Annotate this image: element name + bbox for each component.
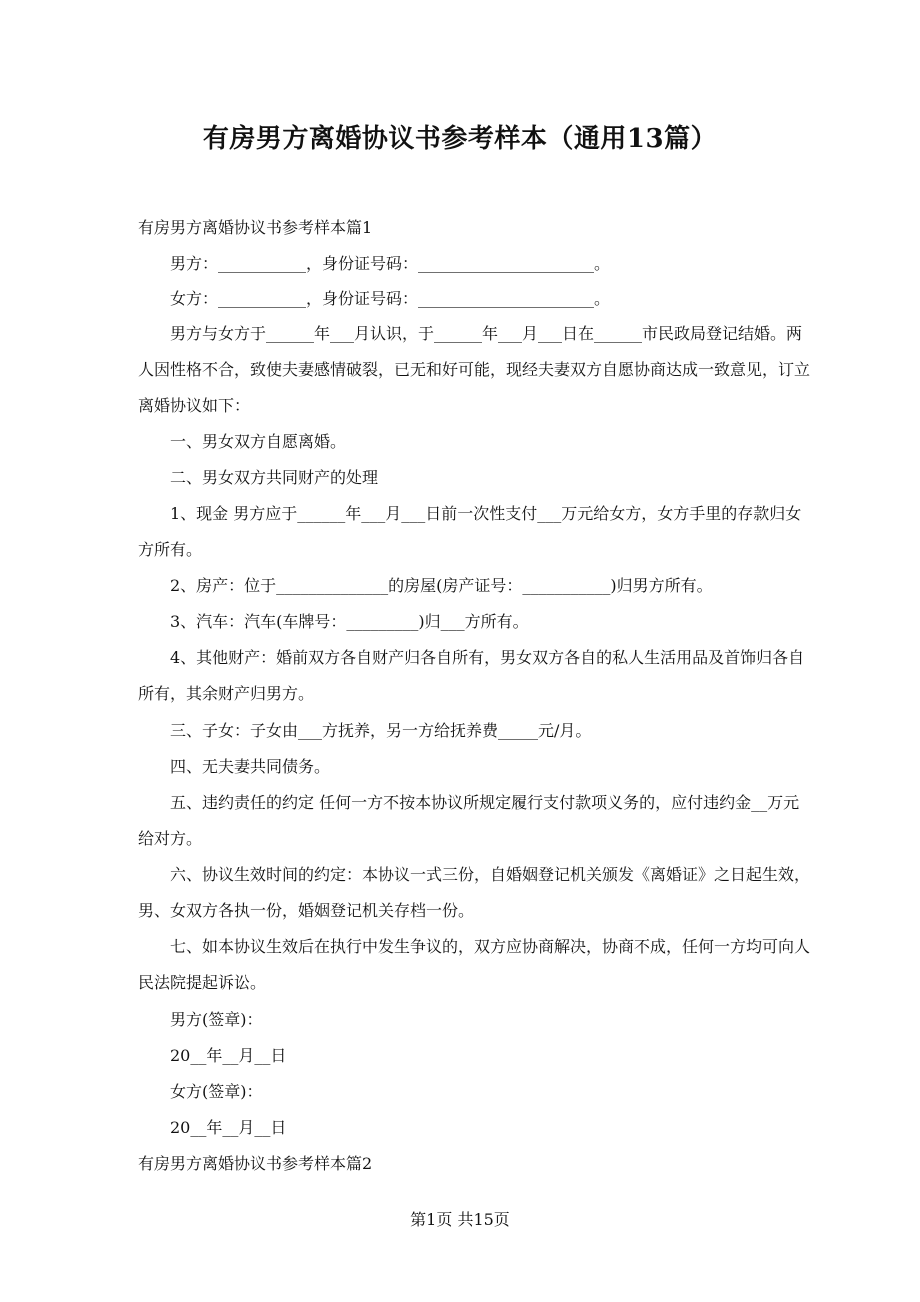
intro-paragraph-line: 离婚协议如下： [138, 396, 251, 415]
male-signature-label: 男方(签章)： [170, 1010, 263, 1029]
male-signature-date: 20__年__月__日 [170, 1046, 287, 1065]
page-number: 第1页 共15页 [410, 1210, 510, 1229]
effective-clause-line: 六、协议生效时间的约定：本协议一式三份，自婚姻登记机关颁发《离婚证》之日起生效， [170, 865, 811, 884]
children-clause: 三、子女：子女由___方抚养，另一方给抚养费_____元/月。 [170, 721, 592, 740]
intro-paragraph-line: 男方与女方于______年___月认识，于______年___月___日在______市民政局登记结婚。两 [170, 324, 803, 343]
cash-clause-line: 方所有。 [138, 540, 203, 559]
female-party-line: 女方：___________，身份证号码：______________________。 [170, 289, 611, 308]
section-heading: 有房男方离婚协议书参考样本篇2 [138, 1154, 373, 1173]
document-title: 有房男方离婚协议书参考样本（通用13篇） [202, 124, 718, 154]
effective-clause-line: 男、女双方各执一份，婚姻登记机关存档一份。 [138, 901, 475, 920]
male-party-line: 男方：___________，身份证号码：______________________。 [170, 254, 611, 273]
breach-clause-line: 五、违约责任的约定 任何一方不按本协议所规定履行支付款项义务的，应付违约金__万元 [170, 793, 800, 812]
intro-paragraph-line: 人因性格不合，致使夫妻感情破裂，已无和好可能，现经夫妻双方自愿协商达成一致意见，订立 [138, 360, 811, 379]
property-clause: 2、房产：位于______________的房屋(房产证号：___________)归男方所有。 [170, 576, 713, 595]
other-assets-clause-line: 4、其他财产：婚前双方各自财产归各自所有，男女双方各自的私人生活用品及首饰归各自 [170, 648, 805, 667]
other-assets-clause-line: 所有，其余财产归男方。 [138, 684, 315, 703]
female-signature-label: 女方(签章)： [170, 1082, 263, 1101]
dispute-clause-line: 七、如本协议生效后在执行中发生争议的，双方应协商解决，协商不成，任何一方均可向人 [170, 937, 811, 956]
clause-2: 二、男女双方共同财产的处理 [170, 468, 379, 487]
cash-clause-line: 1、现金 男方应于______年___月___日前一次性支付___万元给女方，女方手里的存款归女 [170, 504, 802, 523]
debt-clause: 四、无夫妻共同债务。 [170, 757, 331, 776]
breach-clause-line: 给对方。 [138, 829, 203, 848]
dispute-clause-line: 民法院提起诉讼。 [138, 973, 267, 992]
female-signature-date: 20__年__月__日 [170, 1118, 287, 1137]
section-heading: 有房男方离婚协议书参考样本篇1 [138, 218, 373, 237]
clause-1: 一、男女双方自愿离婚。 [170, 432, 347, 451]
car-clause: 3、汽车：汽车(车牌号：_________)归___方所有。 [170, 612, 529, 631]
